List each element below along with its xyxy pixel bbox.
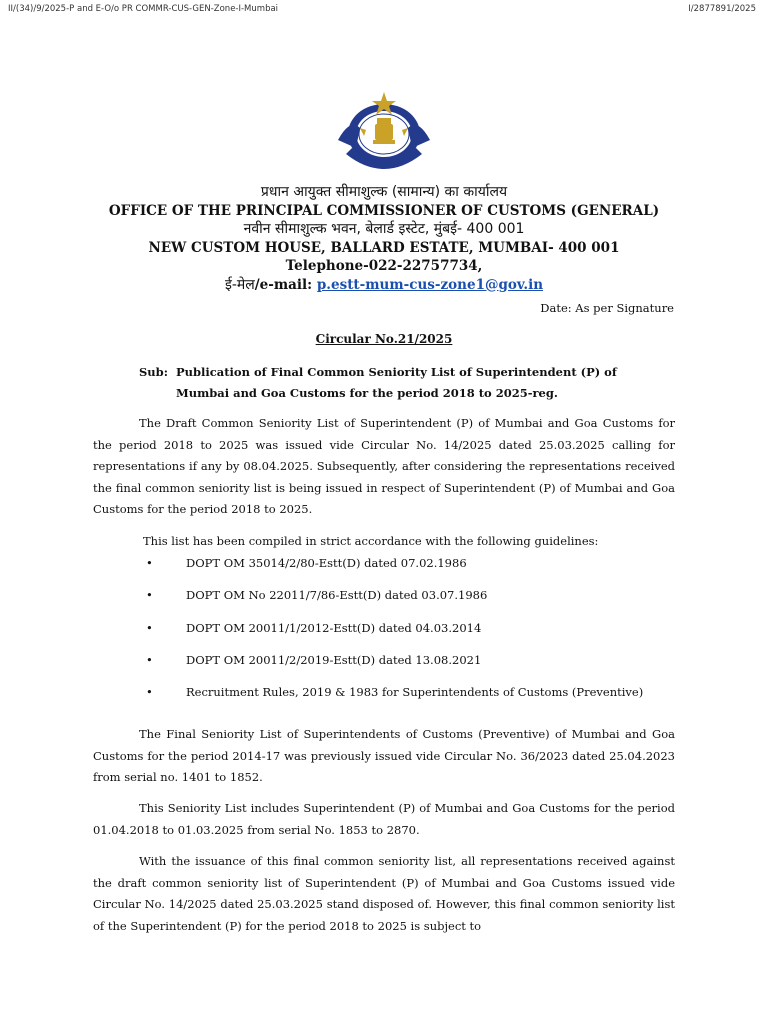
telephone: Telephone-022-22757734, [285,258,483,274]
document-date: Date: As per Signature [540,301,674,315]
document-header-bar [0,0,768,18]
guideline-text: DOPT OM 35014/2/80-Estt(D) dated 07.02.1986 [186,556,467,570]
address-hindi: नवीन सीमाशुल्क भवन, बेलार्ड इस्टेट, मुंबई- 400 001 [243,221,525,237]
document-number: I/2877891/2025 [688,4,756,14]
subject-line: Publication of Final Common Seniority List of Superintendent (P) of [176,365,617,379]
guidelines-intro: This list has been compiled in strict accordance with the following guidelines: [143,534,599,548]
bullet: • [146,685,153,699]
paragraph-representations: With the issuance of this final common seniority list, all representations received against the draft common seniority list of Superintendent (P) of Mumbai and Goa Customs issued vide Circular No. 14/2025 dated 25.03.2025 stand disposed of. However, this final common seniority list of the Superintendent (P) for the period 2018 to 2025 is subject to [93,854,675,933]
guideline-text: DOPT OM 20011/2/2019-Estt(D) dated 13.08.2021 [186,653,482,667]
email-label: /e-mail: [254,276,317,293]
email-link[interactable]: p.estt-mum-cus-zone1@gov.in [316,276,544,293]
bullet: • [146,556,153,570]
customs-emblem-icon [330,88,438,180]
email-line [0,276,768,295]
office-title-hindi: प्रधान आयुक्त सीमाशुल्क (सामान्य) का कार्यालय [260,184,508,200]
bullet: • [146,621,153,635]
guideline-text: DOPT OM 20011/1/2012-Estt(D) dated 04.03.2014 [186,621,482,635]
paragraph-serial-range: This Seniority List includes Superintendent (P) of Mumbai and Goa Customs for the period 01.04.2018 to 01.03.2025 from serial No. 1853 to 2870. [93,801,675,837]
bullet: • [146,653,153,667]
paragraph-previous-list: The Final Seniority List of Superintendents of Customs (Preventive) of Mumbai and Goa Customs for the period 2014-17 was previously issued vide Circular No. 36/2023 dated 25.04.2023 from serial no. 1401 to 1852. [93,727,675,784]
paragraph-draft-list: The Draft Common Seniority List of Superintendent (P) of Mumbai and Goa Customs for the period 2018 to 2025 was issued vide Circular No. 14/2025 dated 25.03.2025 calling for representations if any by 08.04.2025. Subsequently, after considering the representations received the final common seniority list is being issued in respect of Superintendent (P) of Mumbai and Goa Customs for the period 2018 to 2025. [93,416,675,516]
circular-number: Circular No.21/2025 [315,332,453,346]
guideline-text: DOPT OM No 22011/7/86-Estt(D) dated 03.07.1986 [186,588,488,602]
email-label-hindi: ई-मेल [224,276,255,293]
office-letterhead [0,183,768,294]
file-reference: II/(34)/9/2025-P and E-O/o PR COMMR-CUS-GEN-Zone-I-Mumbai [8,4,279,14]
bullet: • [146,588,153,602]
subject-line: Mumbai and Goa Customs for the period 2018 to 2025-reg. [176,386,558,400]
address: NEW CUSTOM HOUSE, BALLARD ESTATE, MUMBAI- 400 001 [148,239,620,256]
subject-label: Sub: [139,365,168,379]
office-title: OFFICE OF THE PRINCIPAL COMMISSIONER OF CUSTOMS (GENERAL) [108,202,660,219]
guideline-text: Recruitment Rules, 2019 & 1983 for Superintendents of Customs (Preventive) [186,685,644,699]
